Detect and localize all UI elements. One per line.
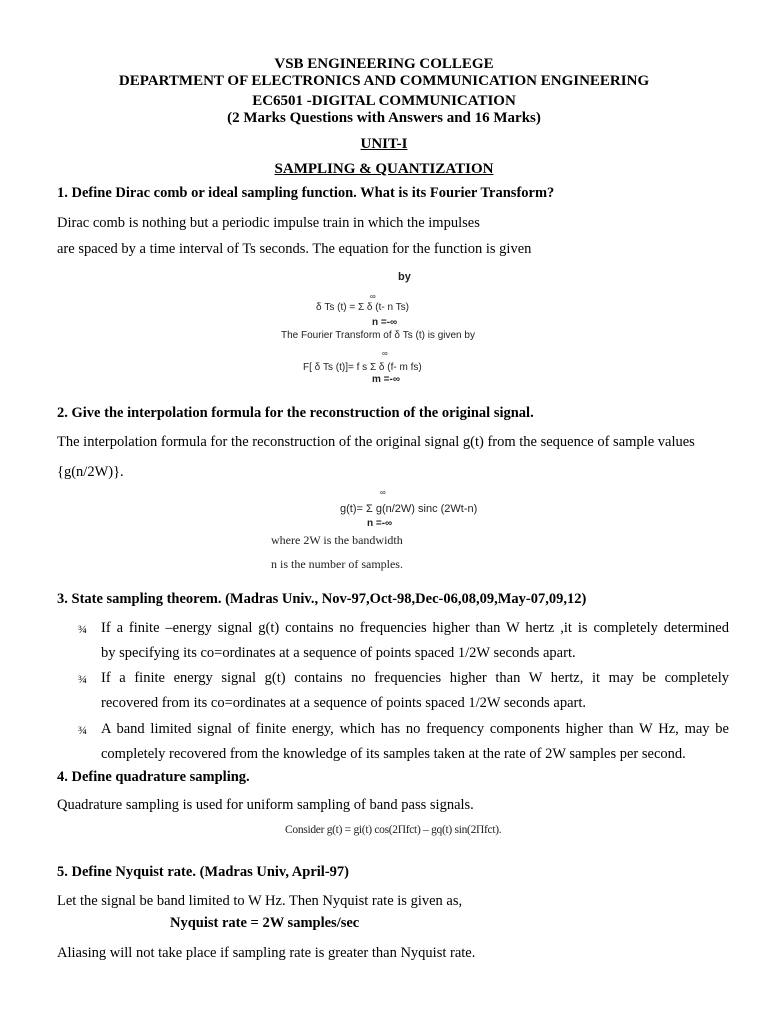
q5-answer-line-2: Aliasing will not take place if sampling rate is greater than Nyquist rate.	[57, 945, 476, 961]
q3-bullet-1-line-1: If a finite –energy signal g(t) contains no frequencies higher than W hertz ,it is completely determined	[101, 620, 729, 636]
q2-eq-interpolation: g(t)= Σ g(n/2W) sinc (2Wt-n)	[340, 503, 478, 515]
q1-eq-lower-limit-1: n =-∞	[372, 317, 398, 328]
q2-note-bandwidth: where 2W is the bandwidth	[271, 533, 403, 547]
q5-answer-line-1: Let the signal be band limited to W Hz. Then Nyquist rate is given as,	[57, 893, 463, 909]
q3-bullet-1-marker: ¾	[78, 622, 87, 636]
question-1: 1. Define Dirac comb or ideal sampling function. What is its Fourier Transform?	[57, 185, 555, 201]
q2-eq-infinity: ∞	[380, 488, 386, 497]
q3-bullet-3-marker: ¾	[78, 723, 87, 737]
q3-bullet-3-line-2: completely recovered from the knowledge of its samples taken at the rate of 2W samples per second.	[101, 746, 686, 762]
question-3: 3. State sampling theorem. (Madras Univ., Nov-97,Oct-98,Dec-06,08,09,May-07,09,12)	[57, 591, 587, 607]
question-4: 4. Define quadrature sampling.	[57, 769, 250, 785]
q2-note-samples: n is the number of samples.	[271, 557, 403, 571]
q3-bullet-3-line-1: A band limited signal of finite energy, which has no frequency components higher than W Hz, may be	[101, 721, 729, 737]
q1-eq-fourier-transform: F[ δ Ts (t)]= f s Σ δ (f- m fs)	[303, 362, 422, 373]
q2-answer-line-2: {g(n/2W)}.	[57, 464, 124, 480]
document-subtitle: (2 Marks Questions with Answers and 16 Marks)	[227, 110, 541, 126]
question-5: 5. Define Nyquist rate. (Madras Univ, April-97)	[57, 864, 349, 880]
q3-bullet-2-line-1: If a finite energy signal g(t) contains no frequencies higher than W hertz, it may be completely	[101, 670, 729, 686]
q1-eq-lower-limit-2: m =-∞	[372, 374, 400, 385]
q1-eq-fourier-text: The Fourier Transform of δ Ts (t) is given by	[281, 330, 475, 341]
question-2: 2. Give the interpolation formula for the reconstruction of the original signal.	[57, 405, 534, 421]
course-title: EC6501 -DIGITAL COMMUNICATION	[252, 93, 516, 109]
q1-eq-by: by	[398, 271, 411, 283]
topic-heading: SAMPLING & QUANTIZATION	[274, 161, 494, 177]
unit-heading: UNIT-I	[360, 136, 408, 152]
q1-eq-infinity-2: ∞	[382, 349, 388, 358]
q3-bullet-2-marker: ¾	[78, 672, 87, 686]
q1-eq-infinity-1: ∞	[370, 292, 376, 301]
college-name: VSB ENGINEERING COLLEGE	[274, 56, 494, 72]
q4-eq-quadrature: Consider g(t) = gi(t) cos(2Πfct) – gq(t) sin(2Πfct).	[285, 824, 502, 836]
q1-answer-line-2: are spaced by a time interval of Ts seconds. The equation for the function is given	[57, 241, 532, 257]
q3-bullet-2-line-2: recovered from its co=ordinates at a sequence of points spaced 1/2W seconds apart.	[101, 695, 587, 711]
q1-answer-line-1: Dirac comb is nothing but a periodic impulse train in which the impulses	[57, 215, 480, 231]
q3-bullet-1-line-2: by specifying its co=ordinates at a sequence of points spaced 1/2W seconds apart.	[101, 645, 576, 661]
department-name: DEPARTMENT OF ELECTRONICS AND COMMUNICATION ENGINEERING	[118, 73, 650, 89]
q5-nyquist-formula: Nyquist rate = 2W samples/sec	[170, 915, 360, 931]
q4-answer-line-1: Quadrature sampling is used for uniform sampling of band pass signals.	[57, 797, 474, 813]
q2-answer-line-1: The interpolation formula for the reconstruction of the original signal g(t) from the sequence of sample values	[57, 434, 695, 450]
q2-eq-lower-limit: n =-∞	[367, 518, 393, 529]
q1-eq-dirac-comb: δ Ts (t) = Σ δ (t- n Ts)	[316, 302, 409, 313]
